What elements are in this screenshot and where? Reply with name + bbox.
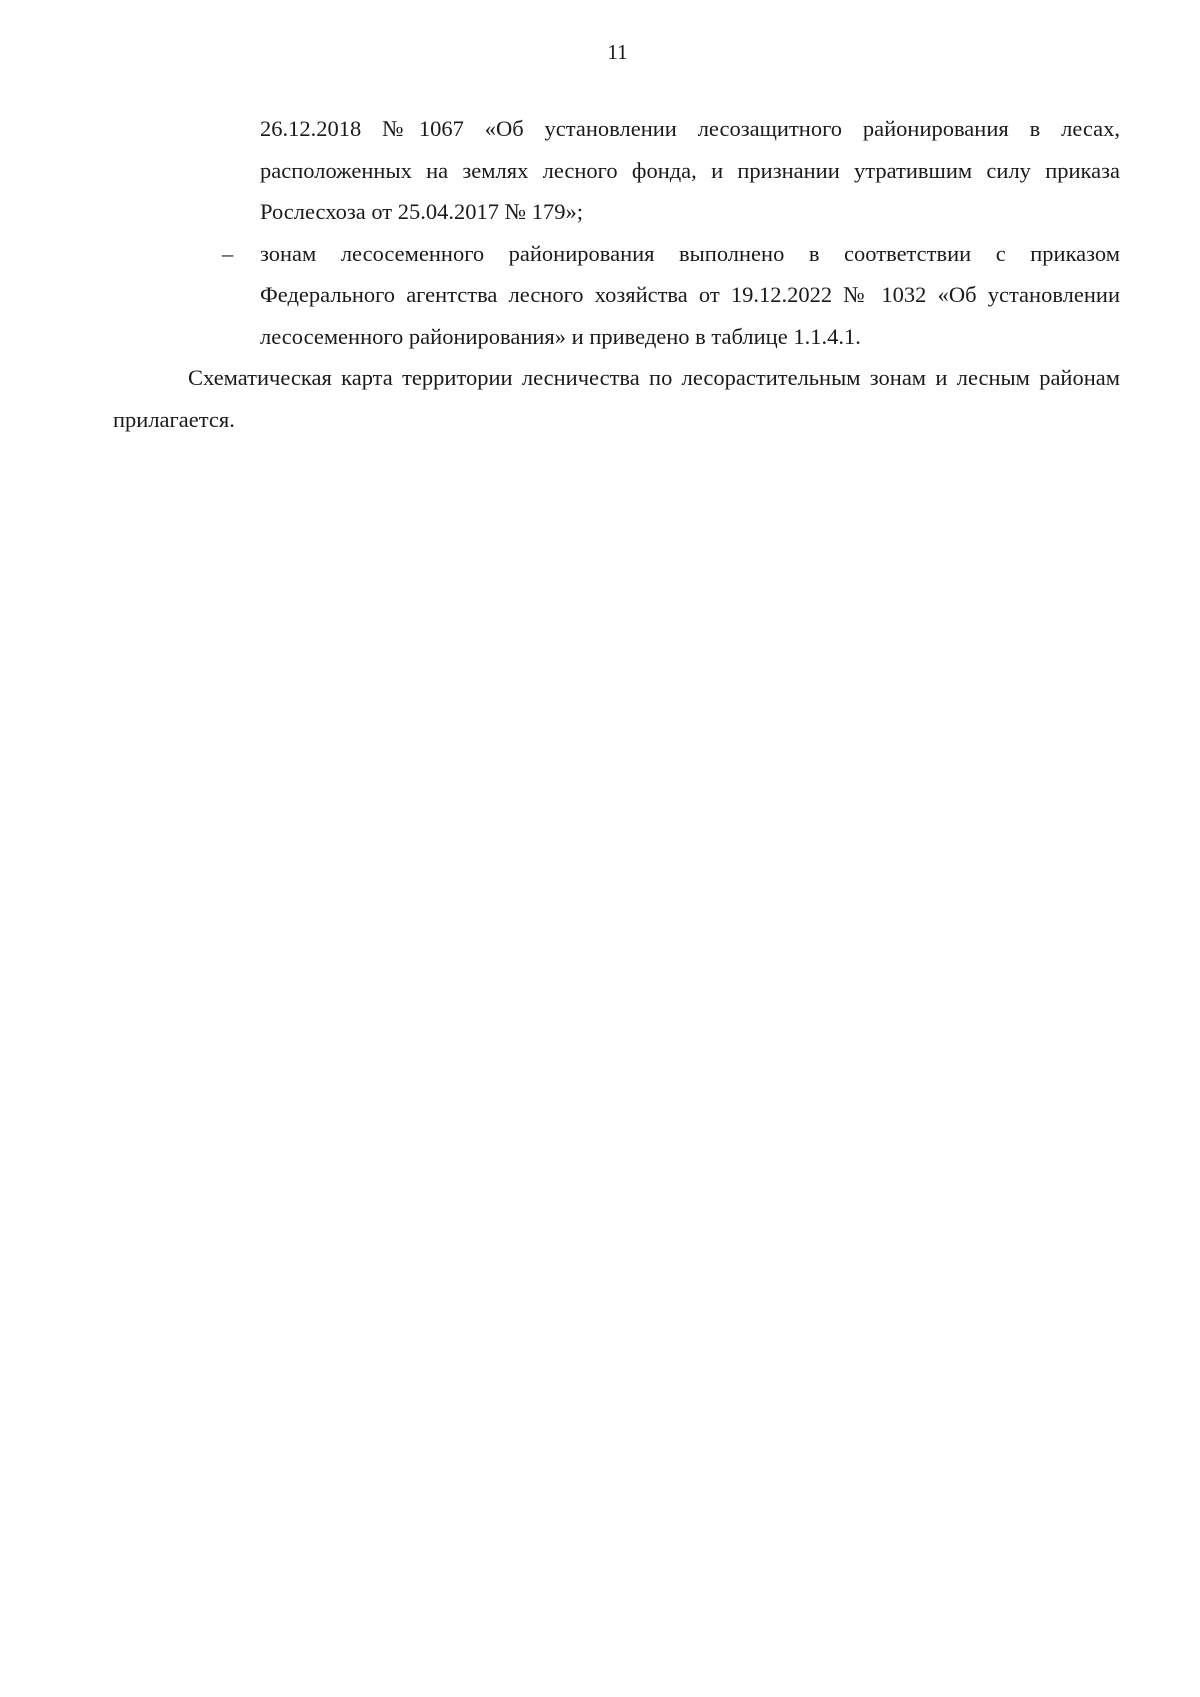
list-item <box>113 233 1120 358</box>
list-item-text: зонам лесосеменного районирования выполнено в соответствии с приказом Федерального агентства лесного хозяйства от 19.12.2022 № 1032 «Об установлении лесосеменного районирования» и приведено в таблице 1.1.4.1. <box>260 240 1120 349</box>
bullet-dash: – <box>222 240 234 266</box>
body-paragraph: Схематическая карта территории лесничества по лесорастительным зонам и лесным районам прилагается. <box>113 365 1120 432</box>
page-number: 11 <box>607 40 628 64</box>
continuation-text: 26.12.2018 №1067 «Об установлении лесозащитного районирования в лесах, расположенных на землях лесного фонда, и признании утратившим силу приказа Рослесхоза от 25.04.2017 № 179»; <box>260 116 1120 224</box>
document-body <box>113 108 1120 440</box>
